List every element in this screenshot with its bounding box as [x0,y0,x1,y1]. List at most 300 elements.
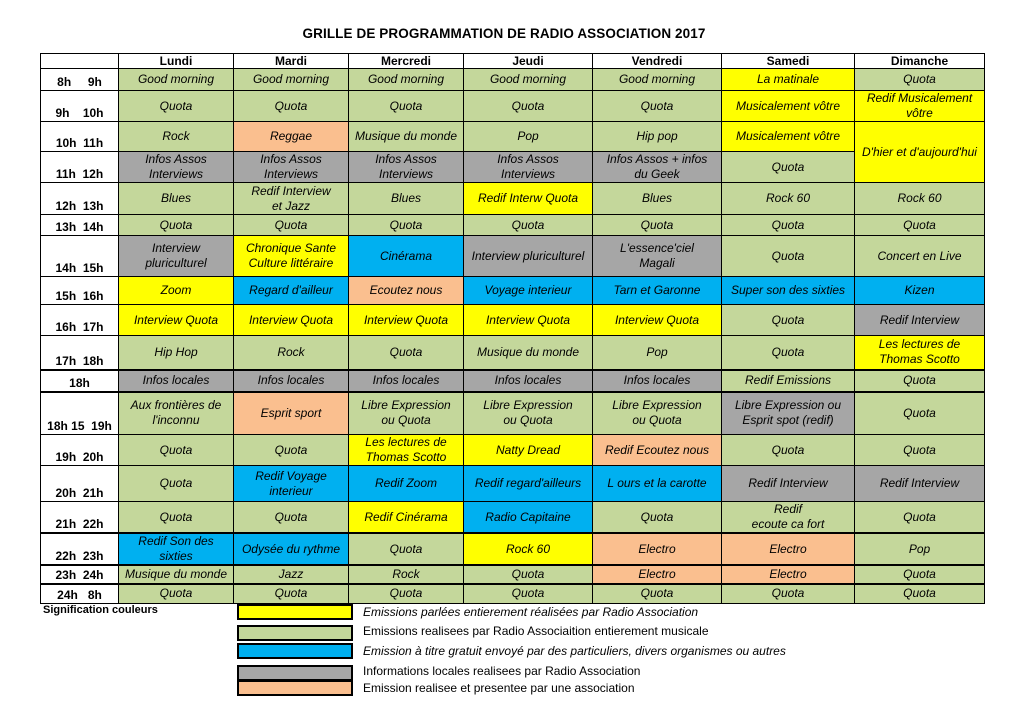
time-row [41,305,985,336]
program-cell [722,152,855,183]
program-label: Ecoutez nous [369,283,443,297]
program-label: Interview Quota [363,312,449,327]
program-label: Regard d'ailleur [249,283,333,297]
legend-label: Emissions realisees par Radio Associaition entierement musicale [363,624,709,638]
program-label: et Jazz [271,198,310,213]
program-label: Quota [389,541,423,556]
program-cell [593,336,722,370]
program-label: Hip pop [636,129,678,143]
program-cell [119,69,234,91]
time-slot-label: 16h 17h [41,305,119,336]
program-label: Interview Quota [133,312,219,327]
program-label: Quota [274,586,308,601]
program-label: Quota [903,405,936,420]
day-header: Samedi [722,54,855,69]
legend-swatch [237,665,353,681]
program-label: Libre Expression ou [734,398,842,413]
program-label: Quota [640,586,674,601]
program-label: Quota [771,312,805,327]
program-label: Electro [638,567,676,581]
time-slot-label: 19h 20h [41,435,119,466]
program-label: Quota [389,344,423,359]
time-row [41,122,985,152]
program-label: L ours et la carotte [607,476,707,490]
program-label: Good morning [252,72,330,86]
program-cell [349,370,464,392]
program-label: Quota [274,217,308,232]
program-label: Redif Zoom [374,476,438,490]
day-header: Mardi [234,54,349,69]
program-label: Redif Emissions [744,373,832,387]
program-label: Libre Expression [483,398,573,413]
program-cell [722,215,855,236]
program-label: Quota [771,344,805,359]
time-row [41,435,985,466]
program-label: Quota [159,476,193,490]
program-cell [234,215,349,236]
time-row [41,336,985,370]
time-row [41,183,985,215]
time-row [41,215,985,236]
program-label: l'inconnu [152,413,200,428]
program-label: Quota [389,217,423,232]
program-label: Interviews [148,167,204,181]
program-cell [464,215,593,236]
program-cell [234,533,349,565]
program-label: Quota [903,509,936,524]
program-label: Pop [646,344,668,359]
program-cell [234,69,349,91]
program-cell [349,466,464,502]
program-label: Redif [773,502,802,516]
program-label: Cinérama [379,248,433,263]
program-label: Quota [771,217,805,232]
program-cell [593,122,722,152]
program-label: Quota [903,72,936,86]
program-label: Infos locales [494,373,562,387]
program-cell [349,336,464,370]
legend-label: Emissions parlées entierement réalisées par Radio Association [363,605,699,619]
program-cell [855,565,985,584]
program-cell [464,533,593,565]
program-cell [855,533,985,565]
program-label: Redif Cinérama [364,509,448,524]
program-cell [464,435,593,466]
program-label: Good morning [618,72,696,86]
program-cell [464,305,593,336]
program-cell [349,565,464,584]
program-cell [722,565,855,584]
program-cell [234,584,349,603]
program-label: Jazz [278,567,304,581]
program-cell [119,277,234,305]
program-label: Musicalement vôtre [735,98,841,113]
program-label: Redif Interview [251,183,331,198]
program-cell [722,91,855,122]
program-cell [855,370,985,392]
program-cell [119,91,234,122]
program-cell [349,502,464,534]
time-slot-label: 18h [41,370,119,392]
program-label: Electro [769,567,807,581]
program-cell [119,370,234,392]
program-label: Super son des sixties [730,283,846,297]
program-cell [234,122,349,152]
time-row [41,565,985,584]
program-label: Quota [511,217,545,232]
legend-label: Emission realisee et presentee par une association [363,681,635,695]
program-cell [464,584,593,603]
program-label: Pop [908,541,931,556]
program-label: Quota [903,217,936,232]
program-label: ou Quota [503,413,553,428]
program-label: Quota [640,509,674,524]
program-label: L'essence'ciel [620,241,694,255]
program-cell [349,392,464,435]
program-label: Kizen [904,283,935,297]
program-cell [234,336,349,370]
time-row [41,584,985,603]
program-label: Redif Voyage [255,468,327,483]
program-cell [119,584,234,603]
program-cell [119,392,234,435]
program-cell [119,336,234,370]
program-label: Blues [160,191,192,205]
program-label: Radio Capitaine [485,509,571,524]
program-cell [722,370,855,392]
program-cell [464,370,593,392]
program-label: Quota [511,567,545,581]
program-label: Redif Interview [879,476,960,490]
time-row [41,277,985,305]
program-cell [349,533,464,565]
program-label: ecoute ca fort [751,517,825,531]
program-cell [349,69,464,91]
program-label: Quota [511,586,545,601]
program-cell [593,435,722,466]
program-label: Musique du monde [124,567,228,581]
time-slot-label: 11h 12h [41,152,119,183]
program-cell [464,183,593,215]
program-label: Redif Musicalement vôtre [866,91,973,120]
program-label: Quota [159,586,193,601]
program-cell [593,69,722,91]
program-cell [464,122,593,152]
time-row [41,152,985,183]
program-cell [855,392,985,435]
time-slot-label: 22h 23h [41,533,119,565]
program-cell [234,392,349,435]
program-label: Quota [771,586,805,601]
program-label: Infos Assos [497,152,559,166]
program-cell [722,122,855,152]
program-label: Redif Son des sixties [138,534,214,563]
day-header: Lundi [119,54,234,69]
time-slot-label: 15h 16h [41,277,119,305]
program-label: Interview [151,241,201,255]
day-header: Mercredi [349,54,464,69]
program-label: Quota [771,248,805,263]
program-cell [593,152,722,183]
program-label: Infos Assos [260,152,322,166]
program-label: Interview Quota [614,312,700,327]
program-cell [855,69,985,91]
page-title: GRILLE DE PROGRAMMATION DE RADIO ASSOCIATION 2017 [302,26,706,41]
program-cell [722,305,855,336]
legend-swatch [237,604,353,620]
corner-cell [41,54,119,69]
program-cell [234,152,349,183]
program-cell [349,122,464,152]
program-cell [593,370,722,392]
program-cell [855,435,985,466]
program-label: Les lectures de [365,435,447,449]
program-label: Quota [274,98,308,113]
program-label: Infos locales [142,373,210,387]
program-cell [464,236,593,277]
legend-label: Informations locales realisees par Radio Association [363,664,641,678]
program-label: interieur [269,483,313,498]
header-row [41,54,985,69]
schedule-body [41,69,985,604]
program-label: Infos Assos [375,152,437,166]
time-row [41,533,985,565]
program-label: Infos locales [257,373,325,387]
program-label: Reggae [269,129,313,143]
time-row [41,91,985,122]
program-cell [855,502,985,534]
program-cell [855,91,985,122]
program-label: Musicalement vôtre [735,129,841,143]
time-slot-label: 23h 24h [41,565,119,584]
program-cell [593,392,722,435]
program-cell [234,435,349,466]
program-label: Pop [517,129,539,143]
program-label: Tarn et Garonne [613,283,701,297]
legend-label: Emission à titre gratuit envoyé par des particuliers, divers organismes ou autres [363,644,786,658]
program-cell [119,533,234,565]
program-label: Redif regard'ailleurs [474,476,582,490]
program-label: Redif Interw Quota [477,191,579,205]
program-cell [119,236,234,277]
program-cell [234,466,349,502]
program-label: Quota [903,442,936,457]
program-label: La matinale [756,72,820,86]
program-cell [234,91,349,122]
program-label: pluriculturel [145,256,207,270]
program-cell [722,69,855,91]
time-slot-label: 21h 22h [41,502,119,534]
time-slot-label: 24h 8h [41,584,119,603]
program-label: Quota [389,98,423,113]
program-cell [722,336,855,370]
program-cell [119,466,234,502]
program-label: Zoom [160,283,192,297]
program-cell [593,277,722,305]
program-cell [593,466,722,502]
program-label: Blues [390,191,422,205]
time-slot-label: 12h 13h [41,183,119,215]
program-cell [722,533,855,565]
program-label: Infos locales [372,373,440,387]
legend-swatch [237,625,353,641]
program-cell [464,565,593,584]
time-row [41,236,985,277]
time-slot-label: 9h 10h [41,91,119,122]
program-label: Rock [277,344,305,359]
program-cell [119,183,234,215]
program-cell [855,215,985,236]
program-cell [234,502,349,534]
program-cell [722,183,855,215]
program-cell [349,152,464,183]
program-cell [464,502,593,534]
program-label: Quota [389,586,423,601]
program-cell [593,584,722,603]
program-label: Interviews [263,167,319,181]
program-label: Quota [159,98,193,113]
day-header: Vendredi [593,54,722,69]
program-cell [234,305,349,336]
program-label: Magali [639,256,675,270]
program-label: Quota [771,159,805,174]
time-slot-label: 17h 18h [41,336,119,370]
program-cell [119,502,234,534]
program-cell [464,152,593,183]
program-cell [349,91,464,122]
program-label: Concert en Live [877,248,962,263]
program-label: D'hier et d'aujourd'hui [862,144,977,159]
program-label: Interview Quota [248,312,334,327]
program-cell [349,183,464,215]
program-cell [119,565,234,584]
program-label: Quota [903,373,936,387]
program-label: Rock 60 [765,191,811,205]
program-label: Esprit sport [260,405,322,420]
program-label: Esprit spot (redif) [742,413,834,428]
program-label: Aux frontières de [130,398,222,413]
time-slot-label: 10h 11h [41,122,119,152]
program-cell [855,336,985,370]
legend-swatch [237,680,353,696]
program-cell [593,183,722,215]
time-row [41,502,985,534]
program-cell [464,466,593,502]
program-label: Blues [641,191,673,205]
program-cell [464,277,593,305]
program-label: Infos Assos + infos [606,152,708,166]
program-cell [722,277,855,305]
program-label: Interview pluriculturel [471,248,585,263]
time-slot-label: 14h 15h [41,236,119,277]
program-cell [722,392,855,435]
program-label: Thomas Scotto [365,450,447,464]
time-slot-label: 20h 21h [41,466,119,502]
program-label: du Geek [634,167,680,181]
program-cell [119,122,234,152]
time-row [41,69,985,91]
day-header: Jeudi [464,54,593,69]
program-cell [593,91,722,122]
program-cell [722,584,855,603]
program-cell [593,565,722,584]
program-cell [593,305,722,336]
day-header: Dimanche [855,54,985,69]
program-label: Quota [159,509,193,524]
program-cell [722,502,855,534]
program-cell [855,466,985,502]
program-cell [855,305,985,336]
program-cell [234,370,349,392]
time-row [41,466,985,502]
program-label: Rock 60 [505,541,551,556]
program-label: Good morning [367,72,445,86]
program-cell [349,236,464,277]
program-cell [234,236,349,277]
program-label: Electro [769,541,807,556]
program-label: Quota [274,442,308,457]
legend-swatch [237,643,353,659]
program-cell [234,277,349,305]
program-label: Libre Expression [612,398,702,413]
program-label: Quota [159,442,193,457]
program-cell [119,305,234,336]
time-slot-label: 13h 14h [41,215,119,236]
program-label: Quota [771,442,805,457]
program-cell [855,122,985,183]
program-cell [593,502,722,534]
program-label: ou Quota [381,413,431,428]
program-cell [855,183,985,215]
program-cell [464,91,593,122]
program-cell [722,466,855,502]
program-label: Rock [162,129,190,143]
program-label: Infos locales [623,373,691,387]
program-label: Hip Hop [154,344,198,359]
program-label: Voyage interieur [484,283,572,297]
program-cell [464,69,593,91]
time-slot-label: 18h 15 19h [41,392,119,435]
program-cell [119,215,234,236]
program-label: Libre Expression [361,398,451,413]
program-label: Interviews [378,167,434,181]
program-label: Rock 60 [897,191,942,205]
program-label: Natty Dread [495,442,561,457]
program-label: Musique du monde [354,129,458,143]
program-label: Redif Interview [748,476,828,490]
program-label: Infos Assos [145,152,207,166]
program-cell [855,236,985,277]
program-cell [349,305,464,336]
program-label: Quota [511,98,545,113]
schedule-table [40,53,985,604]
program-cell [234,565,349,584]
program-label: Chronique Sante [245,241,337,255]
program-label: Quota [640,217,674,232]
program-label: Redif Ecoutez nous [604,442,710,457]
program-label: Quota [274,509,308,524]
program-cell [855,584,985,603]
program-cell [855,277,985,305]
time-slot-label: 8h 9h [41,69,119,91]
program-label: Good morning [489,72,567,86]
program-cell [119,435,234,466]
program-label: ou Quota [632,413,682,428]
program-cell [464,392,593,435]
program-cell [464,336,593,370]
program-label: Quota [640,98,674,113]
program-label: Interview Quota [485,312,571,327]
